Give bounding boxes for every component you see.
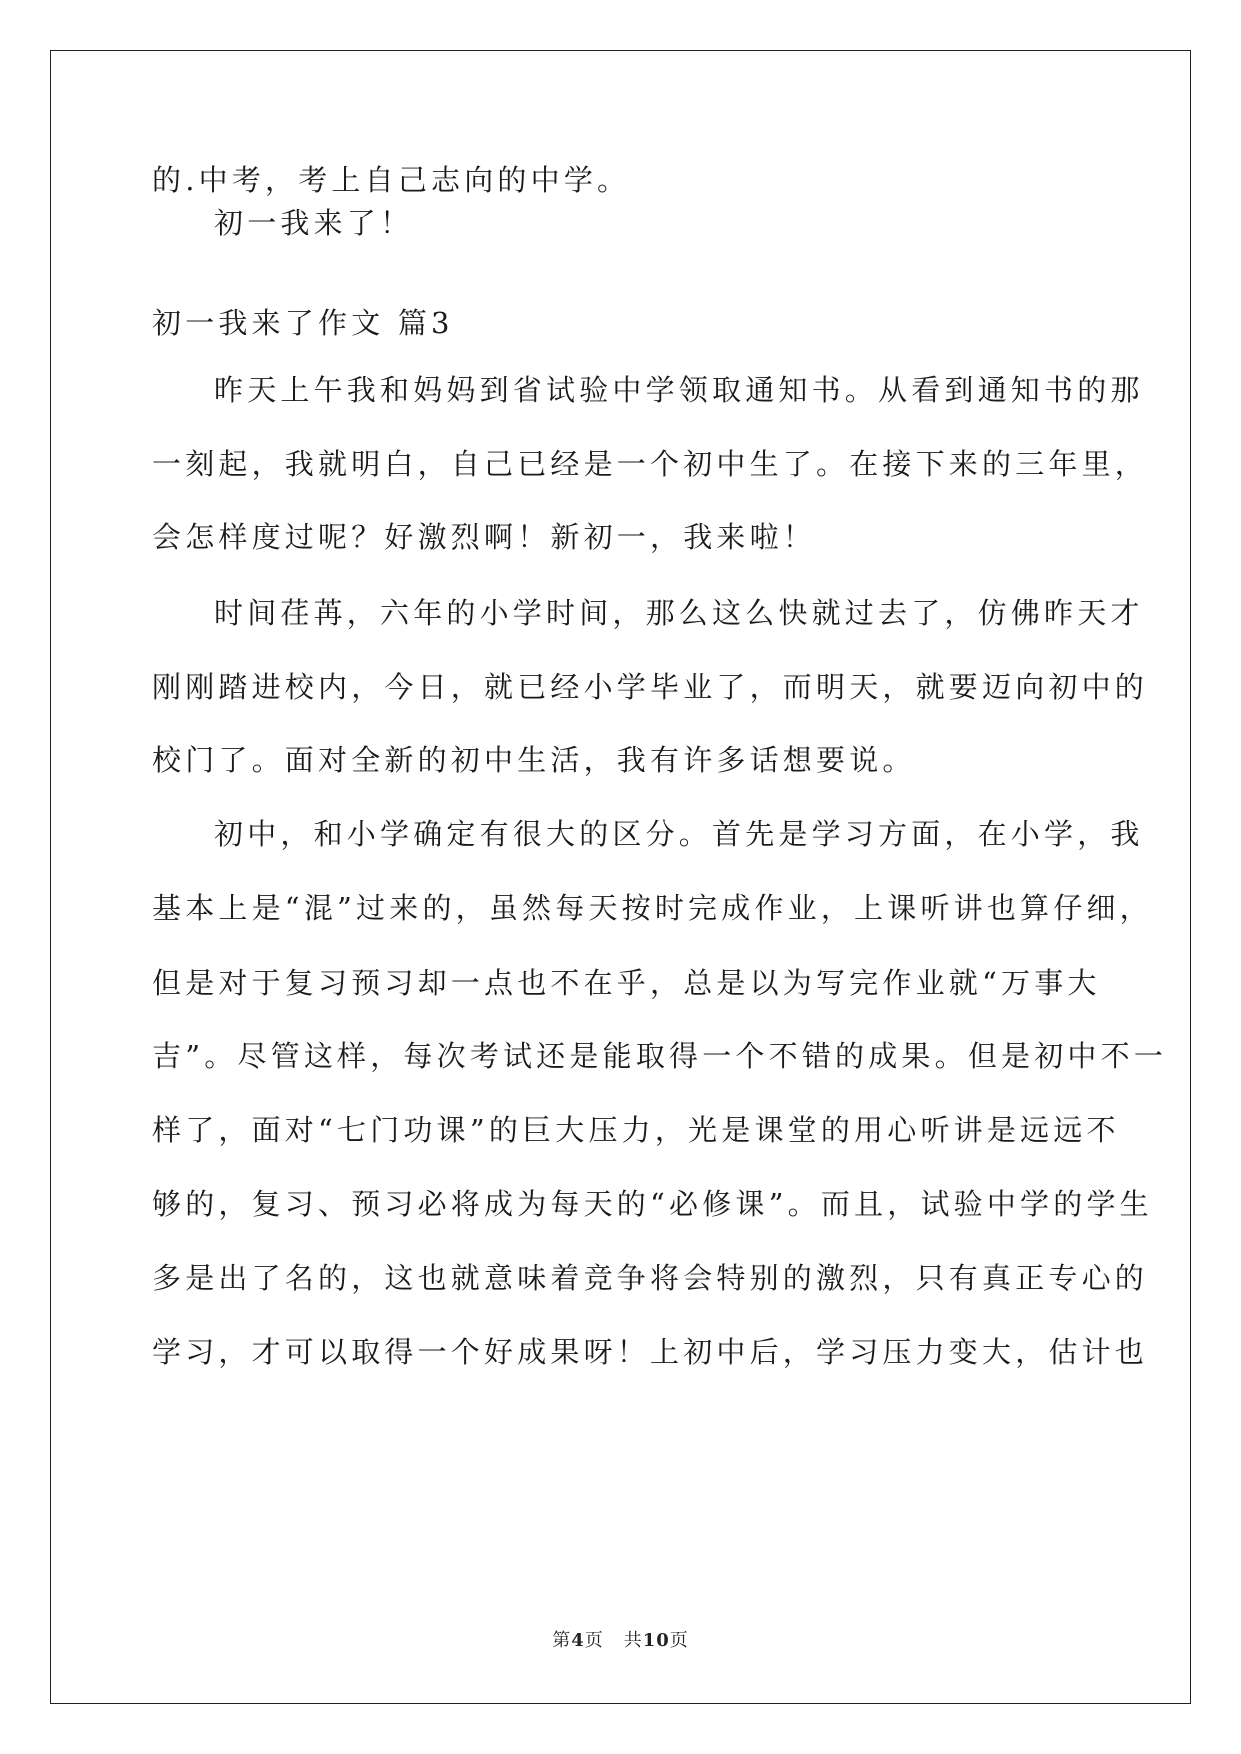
text-line: 刚刚踏进校内，今日，就已经小学毕业了，而明天，就要迈向初中的 <box>152 670 1149 704</box>
current-page-number: 4 <box>571 1630 585 1651</box>
text-line: 基本上是“混”过来的，虽然每天按时完成作业，上课听讲也算仔细， <box>152 891 1153 925</box>
text-line: 校门了。面对全新的初中生活，我有许多话想要说。 <box>152 743 916 777</box>
text-line: 一刻起，我就明白，自己已经是一个初中生了。在接下来的三年里， <box>152 447 1149 481</box>
footer-total-prefix: 共 <box>623 1630 643 1651</box>
text-line: 时间荏苒，六年的小学时间，那么这么快就过去了，仿佛昨天才 <box>214 596 1144 630</box>
text-line: 学习，才可以取得一个好成果呀！上初中后，学习压力变大，估计也 <box>152 1335 1149 1369</box>
page-number-footer <box>0 1626 1241 1652</box>
page-border <box>50 50 1191 1704</box>
total-page-count: 10 <box>642 1630 670 1651</box>
text-line: 多是出了名的，这也就意味着竞争将会特别的激烈，只有真正专心的 <box>152 1261 1149 1295</box>
section-heading: 初一我来了作文 篇3 <box>152 306 454 340</box>
text-line: 会怎样度过呢？好激烈啊！新初一，我来啦！ <box>152 520 817 554</box>
text-line: 昨天上午我和妈妈到省试验中学领取通知书。从看到通知书的那 <box>214 373 1144 407</box>
text-line: 够的，复习、预习必将成为每天的“必修课”。而且，试验中学的学生 <box>152 1187 1153 1221</box>
footer-page-unit: 页 <box>584 1630 604 1651</box>
text-line: 初中，和小学确定有很大的区分。首先是学习方面，在小学，我 <box>214 817 1144 851</box>
text-line: 初一我来了！ <box>214 206 414 240</box>
text-line: 样了，面对“七门功课”的巨大压力，光是课堂的用心听讲是远远不 <box>152 1113 1120 1147</box>
footer-prefix: 第 <box>552 1630 572 1651</box>
text-line: 吉”。尽管这样，每次考试还是能取得一个不错的成果。但是初中不一 <box>152 1039 1168 1073</box>
footer-total-unit: 页 <box>669 1630 689 1651</box>
text-line: 但是对于复习预习却一点也不在乎，总是以为写完作业就“万事大 <box>152 966 1101 1000</box>
text-line: 的.中考，考上自己志向的中学。 <box>152 163 631 197</box>
